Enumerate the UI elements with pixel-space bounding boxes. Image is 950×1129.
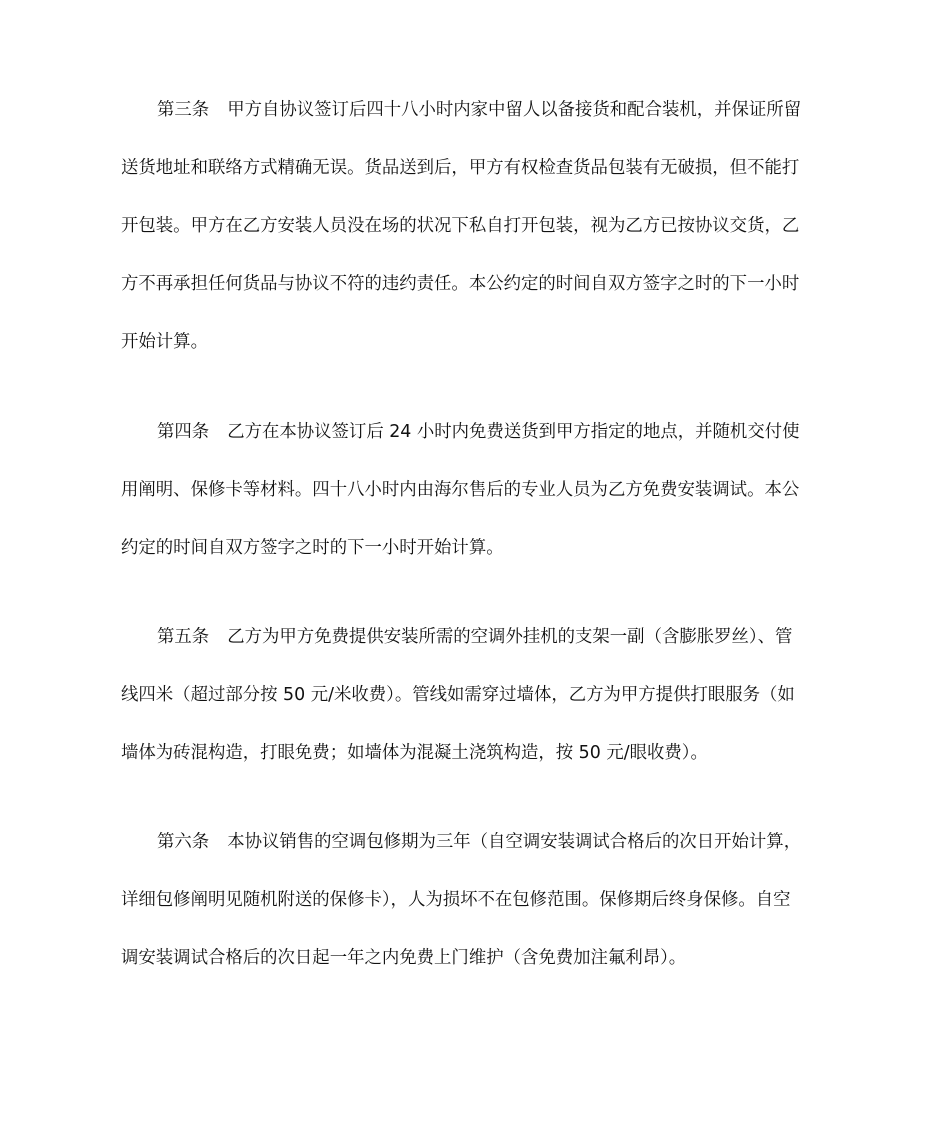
article-4-text-1: 乙方在本协议签订后 24 小时内免费送货到甲方指定的地点，并随机交付使 xyxy=(227,422,800,442)
article-3-text-1: 甲方自协议签订后四十八小时内家中留人以备接货和配合装机，并保证所留 xyxy=(227,100,802,120)
article-3-line-5: 开始计算。 xyxy=(121,332,208,352)
article-3-line-1 xyxy=(157,98,801,122)
article-5-text-1: 乙方为甲方免费提供安装所需的空调外挂机的支架一副（含膨胀罗丝）、管 xyxy=(227,627,793,647)
article-4-line-1 xyxy=(157,420,800,444)
article-5-line-2: 线四米（超过部分按 50 元/米收费）。管线如需穿过墙体，乙方为甲方提供打眼服务（如 xyxy=(121,685,795,705)
article-3-line-2: 送货地址和联络方式精确无误。货品送到后，甲方有权检查货品包装有无破损，但不能打 xyxy=(121,158,800,178)
article-3-line-3: 开包装。甲方在乙方安装人员没在场的状况下私自打开包装，视为乙方已按协议交货，乙 xyxy=(121,216,800,236)
article-4-line-2: 用阐明、保修卡等材料。四十八小时内由海尔售后的专业人员为乙方免费安装调试。本公 xyxy=(121,480,800,500)
article-5-label: 第五条 xyxy=(157,627,210,647)
article-3-label: 第三条 xyxy=(157,100,210,120)
article-5-line-1 xyxy=(157,625,792,649)
article-6-line-2: 详细包修阐明见随机附送的保修卡），人为损坏不在包修范围。保修期后终身保修。自空 xyxy=(121,890,791,910)
article-5-line-3: 墙体为砖混构造，打眼免费；如墙体为混凝土浇筑构造，按 50 元/眼收费）。 xyxy=(121,743,708,763)
article-6-text-1: 本协议销售的空调包修期为三年（自空调安装调试合格后的次日开始计算， xyxy=(227,832,802,852)
article-6-line-1 xyxy=(157,830,801,854)
article-4-line-3: 约定的时间自双方签字之时的下一小时开始计算。 xyxy=(121,538,504,558)
article-6-line-3: 调安装调试合格后的次日起一年之内免费上门维护（含免费加注氟利昂）。 xyxy=(121,948,687,968)
article-4-label: 第四条 xyxy=(157,422,210,442)
article-3-line-4: 方不再承担任何货品与协议不符的违约责任。本公约定的时间自双方签字之时的下一小时 xyxy=(121,274,800,294)
article-6-label: 第六条 xyxy=(157,832,210,852)
